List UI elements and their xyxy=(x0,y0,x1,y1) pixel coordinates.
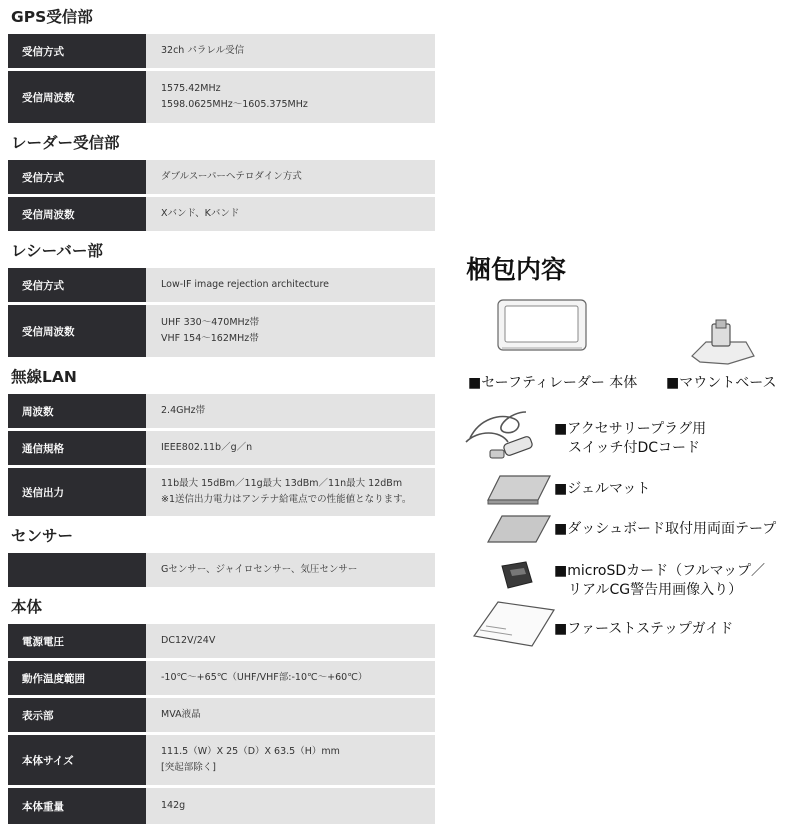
spec-label: 本体サイズ xyxy=(8,735,146,785)
spec-row xyxy=(8,661,435,695)
value-line: Low-IF image rejection architecture xyxy=(161,279,329,290)
spec-row xyxy=(8,305,435,357)
spec-value xyxy=(150,34,435,68)
gel-mat-icon xyxy=(486,472,552,506)
spec-row xyxy=(8,698,435,732)
item-microsd-line-2: リアルCG警告用画像入り） xyxy=(568,582,743,598)
spec-row xyxy=(8,468,435,516)
spec-label: 通信規格 xyxy=(8,431,146,465)
value-line: 111.5（W）X 25（D）X 63.5（H）mm xyxy=(161,746,340,757)
spec-value xyxy=(150,197,435,231)
item-microsd-line-1: ■microSDカード（フルマップ／ xyxy=(554,563,766,579)
spec-label: 受信周波数 xyxy=(8,305,146,357)
section-title: 無線LAN xyxy=(11,368,77,386)
value-line: 1598.0625MHz～1605.375MHz xyxy=(161,99,308,110)
package-title: 梱包内容 xyxy=(466,255,567,284)
spec-row xyxy=(8,624,435,658)
value-line: [突起部除く] xyxy=(161,762,216,773)
item-main-unit: ■セーフティレーダー 本体 xyxy=(468,375,638,391)
spec-value xyxy=(150,735,435,785)
spec-label: 表示部 xyxy=(8,698,146,732)
section-radar xyxy=(8,126,435,231)
spec-row xyxy=(8,197,435,231)
item-mount-base: ■マウントベース xyxy=(666,375,777,391)
spec-row xyxy=(8,34,435,68)
spec-value xyxy=(150,553,435,587)
spec-label xyxy=(8,553,146,587)
section-gps xyxy=(8,0,435,123)
spec-value xyxy=(150,394,435,428)
spec-value xyxy=(150,305,435,357)
spec-label: 本体重量 xyxy=(8,788,146,824)
spec-row xyxy=(8,268,435,302)
value-line: 1575.42MHz xyxy=(161,83,221,94)
section-title: 本体 xyxy=(11,598,43,616)
spec-label: 受信周波数 xyxy=(8,197,146,231)
section-main-unit xyxy=(8,590,435,824)
value-line: UHF 330～470MHz帯 xyxy=(161,317,260,328)
spec-row xyxy=(8,71,435,123)
spec-label: 動作温度範囲 xyxy=(8,661,146,695)
spec-label: 受信方式 xyxy=(8,34,146,68)
spec-row xyxy=(8,431,435,465)
spec-label: 周波数 xyxy=(8,394,146,428)
item-microsd xyxy=(554,562,765,600)
spec-row xyxy=(8,788,435,824)
spec-label: 受信周波数 xyxy=(8,71,146,123)
value-line: IEEE802.11b／g／n xyxy=(161,442,253,453)
spec-value xyxy=(150,468,435,516)
item-gel-mat: ■ジェルマット xyxy=(554,481,651,497)
value-line: MVA液晶 xyxy=(161,709,201,720)
section-wireless-lan xyxy=(8,360,435,516)
value-line: ※1送信出力電力はアンテナ給電点での性能値となります。 xyxy=(161,494,412,505)
value-line: ダブルスーパーヘテロダイン方式 xyxy=(161,171,302,182)
spec-row xyxy=(8,160,435,194)
value-line: 142g xyxy=(161,800,186,811)
spec-row xyxy=(8,735,435,785)
spec-label: 送信出力 xyxy=(8,468,146,516)
item-dc-cord-line-1: ■アクセサリープラグ用 xyxy=(554,421,707,437)
item-dc-cord xyxy=(554,420,706,458)
spec-value xyxy=(150,788,435,824)
spec-value xyxy=(150,71,435,123)
section-receiver xyxy=(8,234,435,357)
spec-tables xyxy=(8,0,435,827)
section-title: センサー xyxy=(11,527,74,545)
value-line: VHF 154～162MHz帯 xyxy=(161,333,259,344)
dc-cord-icon xyxy=(460,408,544,464)
package-contents xyxy=(466,0,796,820)
mount-base-icon xyxy=(688,318,758,366)
value-line: Gセンサー、ジャイロセンサー、気圧センサー xyxy=(161,564,358,575)
spec-value xyxy=(150,160,435,194)
microsd-card-icon xyxy=(496,560,536,592)
value-line: 32ch パラレル受信 xyxy=(161,45,245,56)
value-line: DC12V/24V xyxy=(161,635,216,646)
spec-label: 受信方式 xyxy=(8,268,146,302)
spec-row xyxy=(8,553,435,587)
radar-unit-icon xyxy=(496,296,588,352)
section-title: レーダー受信部 xyxy=(11,134,120,152)
spec-row xyxy=(8,394,435,428)
spec-value xyxy=(150,268,435,302)
spec-label: 受信方式 xyxy=(8,160,146,194)
value-line: -10℃～+65℃（UHF/VHF部:-10℃～+60℃） xyxy=(161,672,368,683)
first-step-guide-icon xyxy=(472,600,556,648)
section-title: レシーバー部 xyxy=(11,242,103,260)
item-guide: ■ファーストステップガイド xyxy=(554,621,734,637)
item-dc-cord-line-2: スイッチ付DCコード xyxy=(568,440,700,456)
double-sided-tape-icon xyxy=(486,514,552,544)
value-line: Xバンド、Kバンド xyxy=(161,208,240,219)
spec-value xyxy=(150,431,435,465)
item-tape: ■ダッシュボード取付用両面テープ xyxy=(554,521,777,537)
section-sensor xyxy=(8,519,435,587)
value-line: 2.4GHz帯 xyxy=(161,405,206,416)
spec-label: 電源電圧 xyxy=(8,624,146,658)
spec-value xyxy=(150,661,435,695)
value-line: 11b最大 15dBm／11g最大 13dBm／11n最大 12dBm xyxy=(161,478,403,489)
spec-value xyxy=(150,698,435,732)
section-title: GPS受信部 xyxy=(11,8,93,26)
spec-value xyxy=(150,624,435,658)
